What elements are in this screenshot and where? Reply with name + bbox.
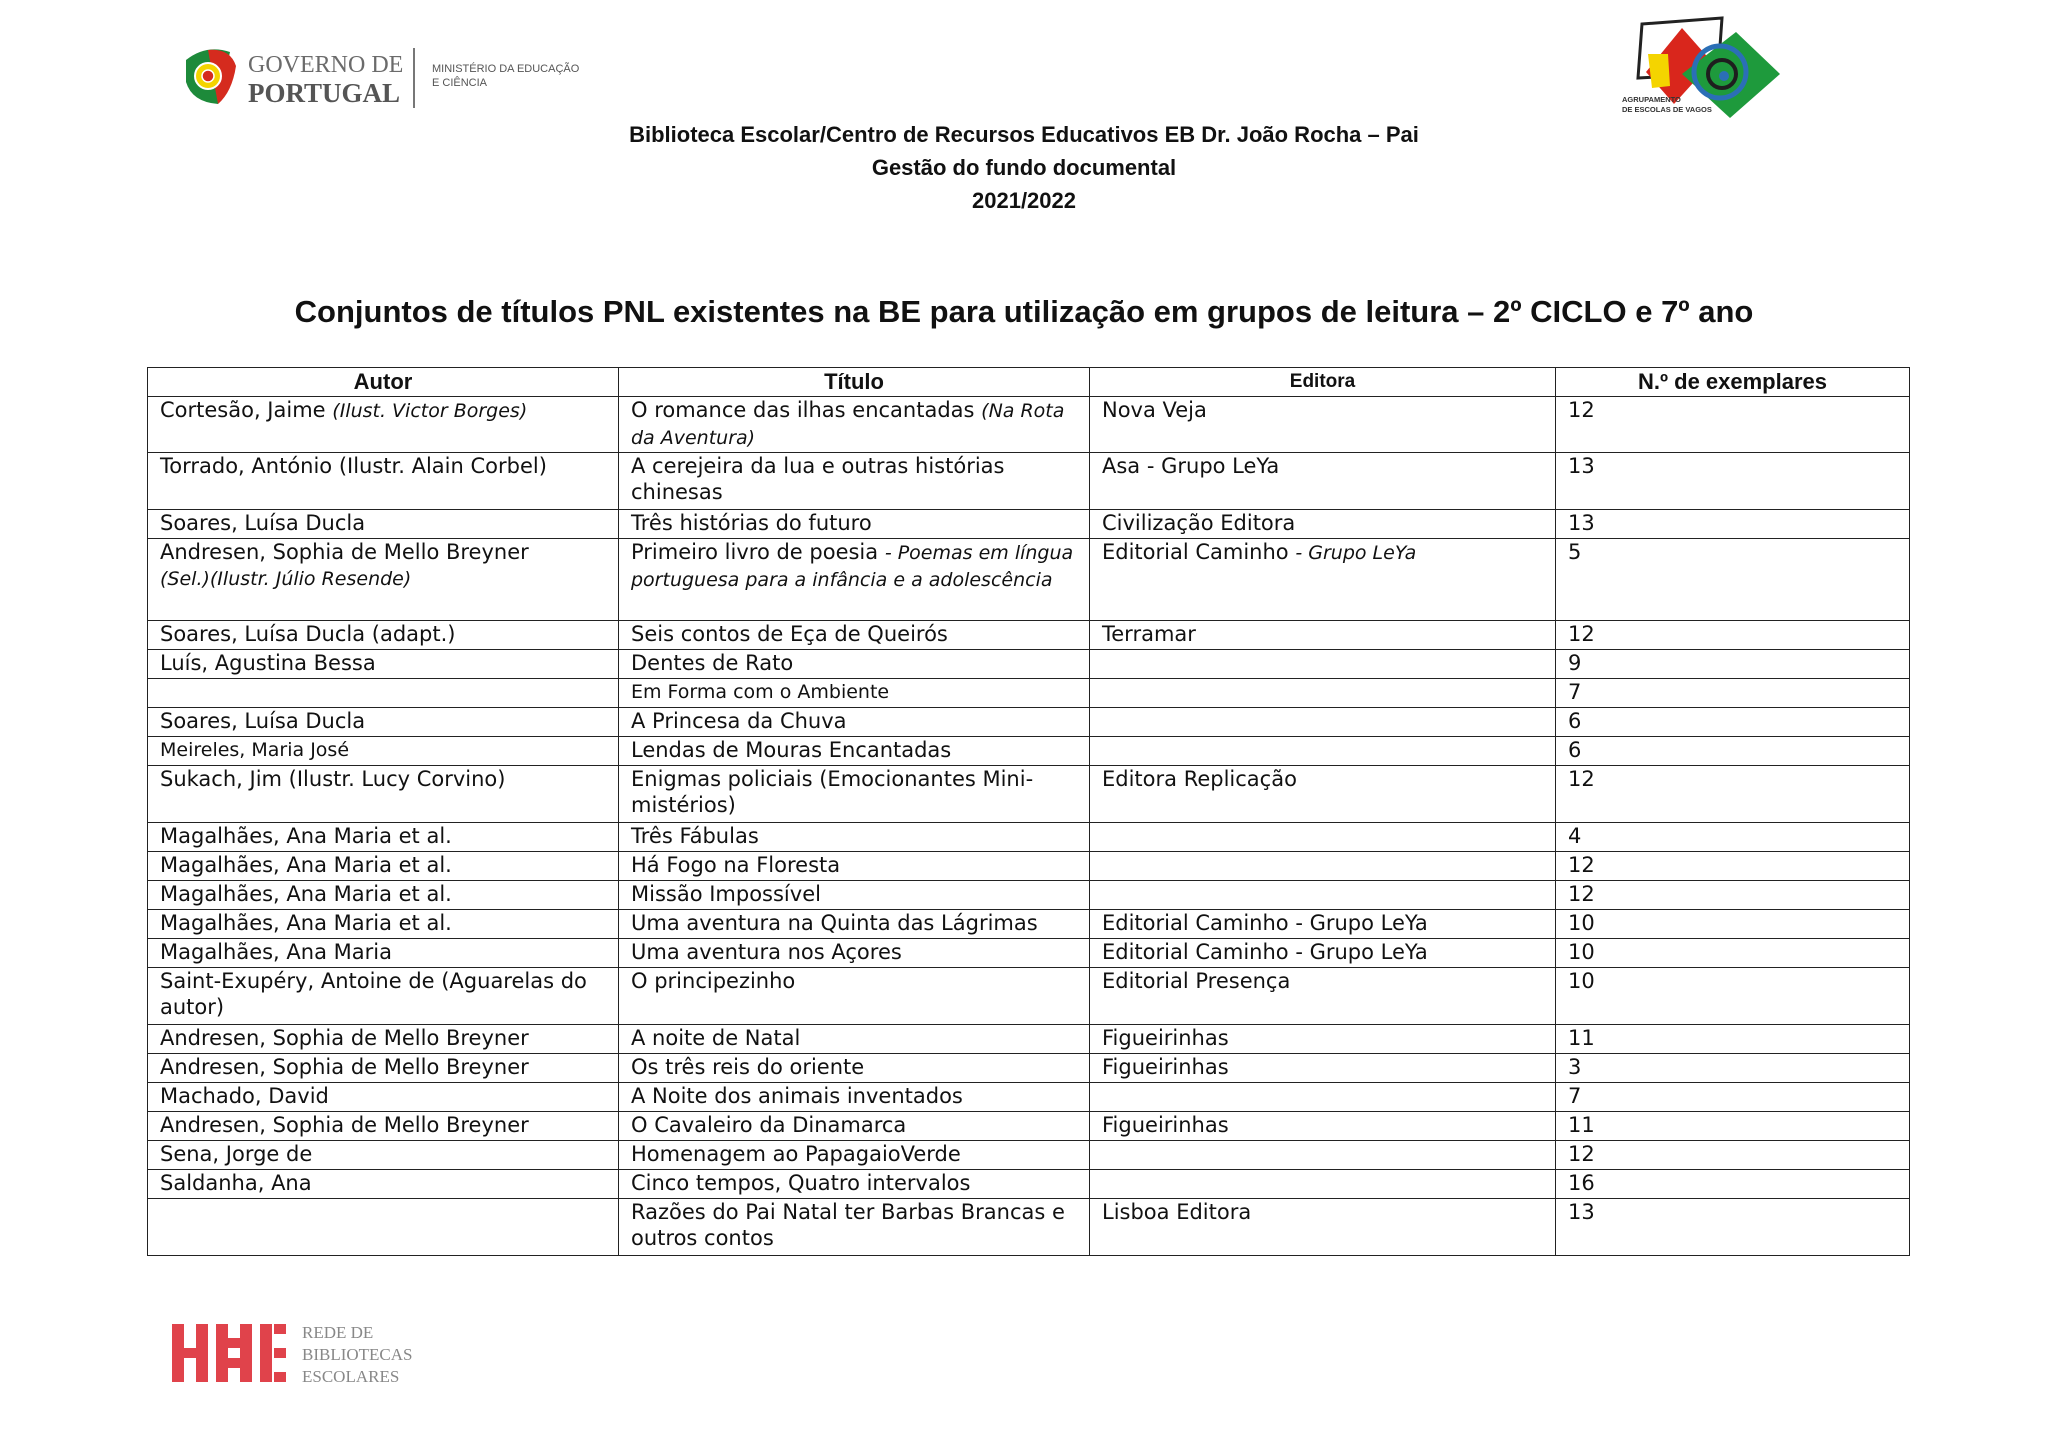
copies-cell: 13 — [1556, 1199, 1910, 1256]
title-cell: A cerejeira da lua e outras histórias chinesas — [619, 453, 1090, 510]
copies-cell: 9 — [1556, 650, 1910, 679]
publisher-cell — [1090, 737, 1556, 766]
header-line-2: Gestão do fundo documental — [871, 155, 1177, 180]
gov-logo-line2: PORTUGAL — [248, 78, 401, 108]
column-header-publisher: Editora — [1090, 368, 1556, 397]
table-row — [148, 679, 1910, 708]
table-row — [148, 1199, 1910, 1256]
copies-cell: 7 — [1556, 1083, 1910, 1112]
copies-cell: 12 — [1556, 852, 1910, 881]
author-cell: Saldanha, Ana — [148, 1170, 619, 1199]
publisher-cell — [1090, 881, 1556, 910]
title-cell: A Princesa da Chuva — [619, 708, 1090, 737]
table-row — [148, 1112, 1910, 1141]
column-header-copies: N.º de exemplares — [1556, 368, 1910, 397]
copies-cell: 12 — [1556, 397, 1910, 453]
agrupamento-vagos-logo — [1612, 14, 1788, 132]
column-header-title: Título — [619, 368, 1090, 397]
title-cell: Três Fábulas — [619, 823, 1090, 852]
copies-cell: 7 — [1556, 679, 1910, 708]
books-table — [147, 367, 1910, 1256]
title-cell: A noite de Natal — [619, 1025, 1090, 1054]
title-cell: Os três reis do oriente — [619, 1054, 1090, 1083]
publisher-cell: Terramar — [1090, 621, 1556, 650]
publisher-cell — [1090, 679, 1556, 708]
table-row — [148, 1141, 1910, 1170]
table-row — [148, 1025, 1910, 1054]
header-line-3: 2021/2022 — [972, 188, 1076, 213]
author-cell: Cortesão, Jaime (Ilust. Victor Borges) — [148, 397, 619, 453]
title-cell: Uma aventura na Quinta das Lágrimas — [619, 910, 1090, 939]
copies-cell: 10 — [1556, 939, 1910, 968]
publisher-cell — [1090, 1141, 1556, 1170]
author-cell: Soares, Luísa Ducla — [148, 708, 619, 737]
table-row — [148, 510, 1910, 539]
publisher-cell — [1090, 650, 1556, 679]
publisher-cell: Figueirinhas — [1090, 1025, 1556, 1054]
author-cell: Magalhães, Ana Maria et al. — [148, 881, 619, 910]
table-row — [148, 453, 1910, 510]
copies-cell: 10 — [1556, 968, 1910, 1025]
publisher-cell: Figueirinhas — [1090, 1112, 1556, 1141]
author-cell — [148, 679, 619, 708]
publisher-cell: Editorial Presença — [1090, 968, 1556, 1025]
publisher-cell: Editorial Caminho - Grupo LeYa — [1090, 539, 1556, 621]
portugal-emblem-icon — [186, 49, 236, 104]
publisher-cell — [1090, 708, 1556, 737]
rbe-emblem-icon — [172, 1324, 286, 1382]
copies-cell: 11 — [1556, 1025, 1910, 1054]
copies-cell: 6 — [1556, 708, 1910, 737]
rbe-line3: ESCOLARES — [302, 1367, 400, 1386]
publisher-cell: Editorial Caminho - Grupo LeYa — [1090, 910, 1556, 939]
title-cell: Uma aventura nos Açores — [619, 939, 1090, 968]
title-cell: A Noite dos animais inventados — [619, 1083, 1090, 1112]
title-cell: O principezinho — [619, 968, 1090, 1025]
copies-cell: 12 — [1556, 881, 1910, 910]
title-cell: Enigmas policiais (Emocionantes Mini-mistérios) — [619, 766, 1090, 823]
publisher-cell — [1090, 852, 1556, 881]
title-cell: Homenagem ao PapagaioVerde — [619, 1141, 1090, 1170]
author-cell: Magalhães, Ana Maria — [148, 939, 619, 968]
author-cell: Sena, Jorge de — [148, 1141, 619, 1170]
publisher-cell: Lisboa Editora — [1090, 1199, 1556, 1256]
publisher-cell — [1090, 1170, 1556, 1199]
author-cell: Soares, Luísa Ducla (adapt.) — [148, 621, 619, 650]
title-cell: Dentes de Rato — [619, 650, 1090, 679]
publisher-cell: Civilização Editora — [1090, 510, 1556, 539]
table-row — [148, 910, 1910, 939]
school-logo-line1: AGRUPAMENTO — [1622, 95, 1681, 104]
header-line-1: Biblioteca Escolar/Centro de Recursos Educativos EB Dr. João Rocha – Pai — [629, 122, 1419, 147]
table-row — [148, 852, 1910, 881]
copies-cell: 12 — [1556, 766, 1910, 823]
column-header-author: Autor — [148, 368, 619, 397]
table-header-row — [148, 368, 1910, 397]
publisher-cell: Editora Replicação — [1090, 766, 1556, 823]
copies-cell: 3 — [1556, 1054, 1910, 1083]
ministry-line2: E CIÊNCIA — [432, 77, 488, 89]
table-row — [148, 939, 1910, 968]
author-cell: Andresen, Sophia de Mello Breyner — [148, 1025, 619, 1054]
table-row — [148, 1170, 1910, 1199]
publisher-cell — [1090, 823, 1556, 852]
author-cell: Magalhães, Ana Maria et al. — [148, 852, 619, 881]
title-cell: Lendas de Mouras Encantadas — [619, 737, 1090, 766]
governo-de-portugal-logo — [178, 42, 598, 112]
copies-cell: 12 — [1556, 621, 1910, 650]
copies-cell: 12 — [1556, 1141, 1910, 1170]
publisher-cell: Nova Veja — [1090, 397, 1556, 453]
author-cell: Andresen, Sophia de Mello Breyner — [148, 1112, 619, 1141]
rede-bibliotecas-escolares-logo — [170, 1318, 440, 1386]
author-cell: Andresen, Sophia de Mello Breyner (Sel.)(Ilustr. Júlio Resende) — [148, 539, 619, 621]
gov-logo-line1: GOVERNO DE — [248, 52, 404, 78]
title-cell: Há Fogo na Floresta — [619, 852, 1090, 881]
table-row — [148, 881, 1910, 910]
title-cell: Primeiro livro de poesia - Poemas em língua portuguesa para a infância e a adolescência — [619, 539, 1090, 621]
table-row — [148, 1054, 1910, 1083]
author-cell: Saint-Exupéry, Antoine de (Aguarelas do autor) — [148, 968, 619, 1025]
rbe-line1: REDE DE — [302, 1323, 374, 1342]
copies-cell: 5 — [1556, 539, 1910, 621]
title-cell: Três histórias do futuro — [619, 510, 1090, 539]
author-cell: Sukach, Jim (Ilustr. Lucy Corvino) — [148, 766, 619, 823]
table-row — [148, 539, 1910, 621]
copies-cell: 11 — [1556, 1112, 1910, 1141]
table-row — [148, 823, 1910, 852]
author-cell: Machado, David — [148, 1083, 619, 1112]
school-logo-line2: DE ESCOLAS DE VAGOS — [1622, 105, 1712, 114]
title-cell: Em Forma com o Ambiente — [619, 679, 1090, 708]
rbe-line2: BIBLIOTECAS — [302, 1345, 413, 1364]
copies-cell: 10 — [1556, 910, 1910, 939]
table-row — [148, 1083, 1910, 1112]
table-row — [148, 397, 1910, 453]
table-row — [148, 621, 1910, 650]
author-cell: Magalhães, Ana Maria et al. — [148, 823, 619, 852]
title-cell: Missão Impossível — [619, 881, 1090, 910]
copies-cell: 16 — [1556, 1170, 1910, 1199]
publisher-cell: Editorial Caminho - Grupo LeYa — [1090, 939, 1556, 968]
publisher-cell — [1090, 1083, 1556, 1112]
publisher-cell: Figueirinhas — [1090, 1054, 1556, 1083]
author-cell: Meireles, Maria José — [148, 737, 619, 766]
table-row — [148, 708, 1910, 737]
author-cell: Torrado, António (Ilustr. Alain Corbel) — [148, 453, 619, 510]
title-cell: Cinco tempos, Quatro intervalos — [619, 1170, 1090, 1199]
title-cell: O Cavaleiro da Dinamarca — [619, 1112, 1090, 1141]
table-row — [148, 968, 1910, 1025]
title-cell: Seis contos de Eça de Queirós — [619, 621, 1090, 650]
page-title: Conjuntos de títulos PNL existentes na BE para utilização em grupos de leitura – 2º CICLO e 7º ano — [294, 294, 1754, 329]
title-cell: O romance das ilhas encantadas (Na Rota da Aventura) — [619, 397, 1090, 453]
copies-cell: 13 — [1556, 510, 1910, 539]
copies-cell: 4 — [1556, 823, 1910, 852]
author-cell: Luís, Agustina Bessa — [148, 650, 619, 679]
copies-cell: 6 — [1556, 737, 1910, 766]
publisher-cell: Asa - Grupo LeYa — [1090, 453, 1556, 510]
ministry-line1: MINISTÉRIO DA EDUCAÇÃO — [432, 63, 580, 75]
title-cell: Razões do Pai Natal ter Barbas Brancas e outros contos — [619, 1199, 1090, 1256]
table-row — [148, 737, 1910, 766]
copies-cell: 13 — [1556, 453, 1910, 510]
table-row — [148, 766, 1910, 823]
author-cell: Soares, Luísa Ducla — [148, 510, 619, 539]
author-cell: Magalhães, Ana Maria et al. — [148, 910, 619, 939]
author-cell: Andresen, Sophia de Mello Breyner — [148, 1054, 619, 1083]
author-cell — [148, 1199, 619, 1256]
table-row — [148, 650, 1910, 679]
